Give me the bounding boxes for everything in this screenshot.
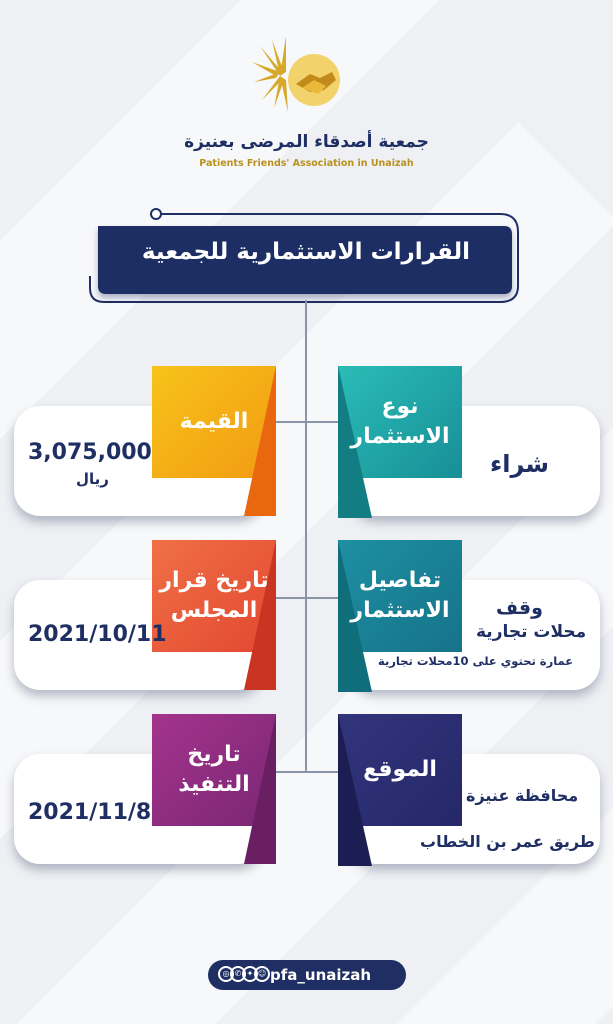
snapchat-icon[interactable]: ☺ <box>254 966 270 982</box>
council-date-value: 2021/10/11 <box>28 622 167 647</box>
investment-details-type: وقف <box>496 597 543 619</box>
organization-name-english: Patients Friends' Association in Unaizah <box>199 158 414 169</box>
connector-row-2 <box>268 597 342 599</box>
organization-name-arabic: جمعية أصدقاء المرضى بعنيزة <box>184 132 429 152</box>
execution-date-value: 2021/11/8 <box>28 800 152 825</box>
investment-type-label: نوع الاستثمار <box>350 394 450 449</box>
investment-details-description: عمارة تحتوي على 10محلات تجارية <box>378 654 574 668</box>
instagram-icon[interactable]: ◎ <box>218 966 234 982</box>
value-amount: 3,075,000 <box>28 440 152 465</box>
value-currency: ريال <box>76 470 109 488</box>
connector-vertical <box>305 300 307 772</box>
social-handle[interactable]: pfa_unaizah <box>270 966 372 984</box>
value-label: القيمة <box>179 409 249 435</box>
location-city: محافظة عنيزة <box>466 786 579 805</box>
location-street: طريق عمر بن الخطاب <box>420 832 595 851</box>
investment-details-kind: محلات تجارية <box>476 622 587 642</box>
execution-date-label: تاريخ التنفيذ <box>178 742 250 797</box>
council-date-label: تاريخ قرار المجلس <box>159 568 269 623</box>
investment-type-value: شراء <box>490 450 550 478</box>
investment-details-label: تفاصيل الاستثمار <box>350 568 450 623</box>
connector-row-1 <box>268 421 342 423</box>
whatsapp-icon[interactable]: ✆ <box>230 966 246 982</box>
location-label: الموقع <box>363 757 437 783</box>
connector-row-3 <box>268 771 342 773</box>
page-title: القرارات الاستثمارية للجمعية <box>141 239 471 265</box>
twitter-icon[interactable]: ✦ <box>242 966 258 982</box>
